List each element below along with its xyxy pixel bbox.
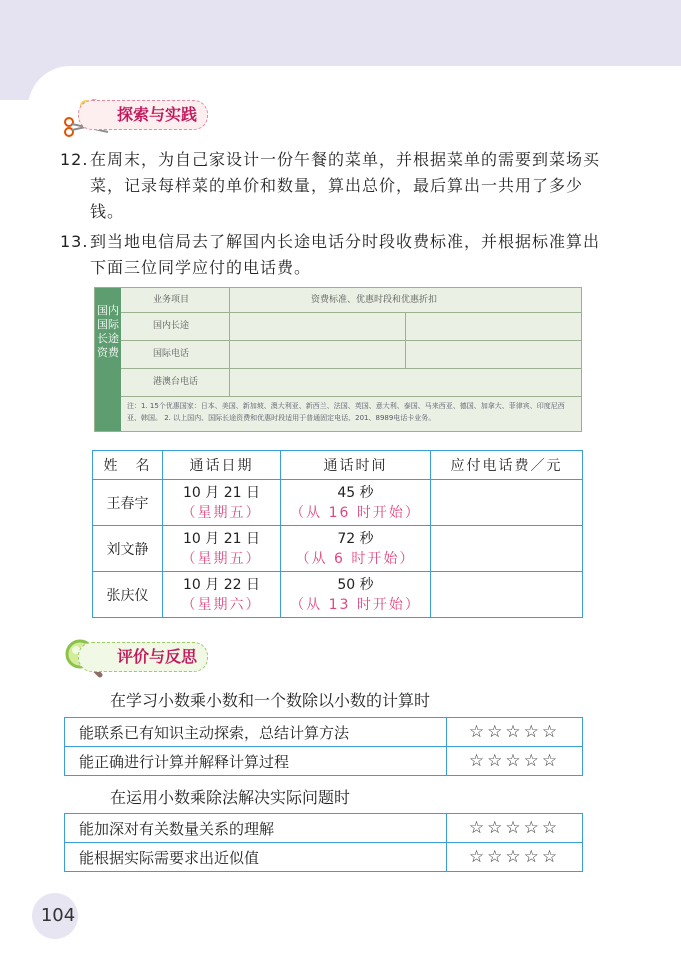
table-row xyxy=(65,814,583,843)
table-header-row xyxy=(93,451,583,480)
call-weekday: （星期五） xyxy=(181,504,262,521)
call-duration: 45 秒 xyxy=(337,484,374,501)
eval-label: 能联系已有知识主动探索，总结计算方法 xyxy=(65,718,447,747)
call-date: 10 月 22 日 xyxy=(183,576,260,593)
call-start: （从 6 时开始） xyxy=(295,550,416,567)
call-weekday: （星期五） xyxy=(181,550,262,567)
question-number: 12. xyxy=(60,150,89,169)
fee-answer-cell[interactable] xyxy=(431,480,583,526)
table-row xyxy=(65,718,583,747)
fee-answer-cell[interactable] xyxy=(431,526,583,572)
call-date: 10 月 21 日 xyxy=(183,530,260,547)
question-13 xyxy=(62,229,602,281)
call-time-cell xyxy=(281,572,431,618)
call-date-cell xyxy=(163,572,281,618)
question-text: 到当地电信局去了解国内长途电话分时段收费标准，并根据标准算出下面三位同学应付的电话费。 xyxy=(90,232,601,277)
call-time-cell xyxy=(281,480,431,526)
photo-header-standard: 资费标准、优惠时段和优惠折扣 xyxy=(311,295,438,305)
photo-row-label: 港澳台电话 xyxy=(153,377,199,387)
table-row xyxy=(93,526,583,572)
photo-side-label: 国内国际长途资费 xyxy=(95,288,121,431)
call-date-cell xyxy=(163,526,281,572)
star-rating[interactable]: ☆☆☆☆☆ xyxy=(447,718,583,747)
table-row xyxy=(93,480,583,526)
section-title-evaluate: 评价与反思 xyxy=(78,642,208,672)
photo-row-label: 国内长途 xyxy=(153,321,190,331)
header-fee: 应付电话费／元 xyxy=(431,451,583,480)
header-name: 姓 名 xyxy=(93,451,163,480)
photo-header-item: 业务项目 xyxy=(153,295,190,305)
header-time: 通话时间 xyxy=(281,451,431,480)
star-rating[interactable]: ☆☆☆☆☆ xyxy=(447,747,583,776)
call-date: 10 月 21 日 xyxy=(183,484,260,501)
table-row xyxy=(93,572,583,618)
table-row xyxy=(65,747,583,776)
eval-label: 能加深对有关数量关系的理解 xyxy=(65,814,447,843)
eval-label: 能正确进行计算并解释计算过程 xyxy=(65,747,447,776)
call-start: （从 16 时开始） xyxy=(290,504,421,521)
call-duration: 72 秒 xyxy=(337,530,374,547)
student-name: 王春宇 xyxy=(93,480,163,526)
eval-intro-2: 在运用小数乘除法解决实际问题时 xyxy=(110,788,351,807)
photo-divider xyxy=(405,312,406,368)
photo-row xyxy=(121,312,581,341)
star-rating[interactable]: ☆☆☆☆☆ xyxy=(447,843,583,872)
student-name: 张庆仪 xyxy=(93,572,163,618)
question-number: 13. xyxy=(60,232,89,251)
photo-row xyxy=(121,368,581,397)
table-row xyxy=(65,843,583,872)
eval-intro-1: 在学习小数乘小数和一个数除以小数的计算时 xyxy=(110,691,431,710)
phone-fee-table xyxy=(92,450,583,618)
question-12 xyxy=(62,147,602,225)
photo-row xyxy=(121,340,581,369)
student-name: 刘文静 xyxy=(93,526,163,572)
header-date: 通话日期 xyxy=(163,451,281,480)
call-start: （从 13 时开始） xyxy=(290,596,421,613)
eval-table-1 xyxy=(64,717,583,776)
telecom-fee-photo xyxy=(94,287,582,432)
eval-label: 能根据实际需要求出近似值 xyxy=(65,843,447,872)
call-weekday: （星期六） xyxy=(181,596,262,613)
call-time-cell xyxy=(281,526,431,572)
eval-table-2 xyxy=(64,813,583,872)
photo-note: 注：1. 15个优惠国家：日本、美国、新加坡、澳大利亚、新西兰、法国、英国、意大利、泰国、马来西亚、德国、加拿大、菲律宾、印度尼西亚、韩国。 2. 以上国内、国际长途资费和优惠时段适用于普通固定电话、201、8989电话卡业务。 xyxy=(127,402,565,422)
page-number: 104 xyxy=(40,905,76,926)
section-title-explore: 探索与实践 xyxy=(78,100,208,130)
photo-row-label: 国际电话 xyxy=(153,349,190,359)
photo-divider xyxy=(229,288,230,396)
fee-answer-cell[interactable] xyxy=(431,572,583,618)
question-text: 在周末，为自己家设计一份午餐的菜单，并根据菜单的需要到菜场买菜，记录每样菜的单价和数量，算出总价，最后算出一共用了多少钱。 xyxy=(90,150,601,221)
call-date-cell xyxy=(163,480,281,526)
photo-header-row xyxy=(121,288,581,313)
call-duration: 50 秒 xyxy=(337,576,374,593)
star-rating[interactable]: ☆☆☆☆☆ xyxy=(447,814,583,843)
